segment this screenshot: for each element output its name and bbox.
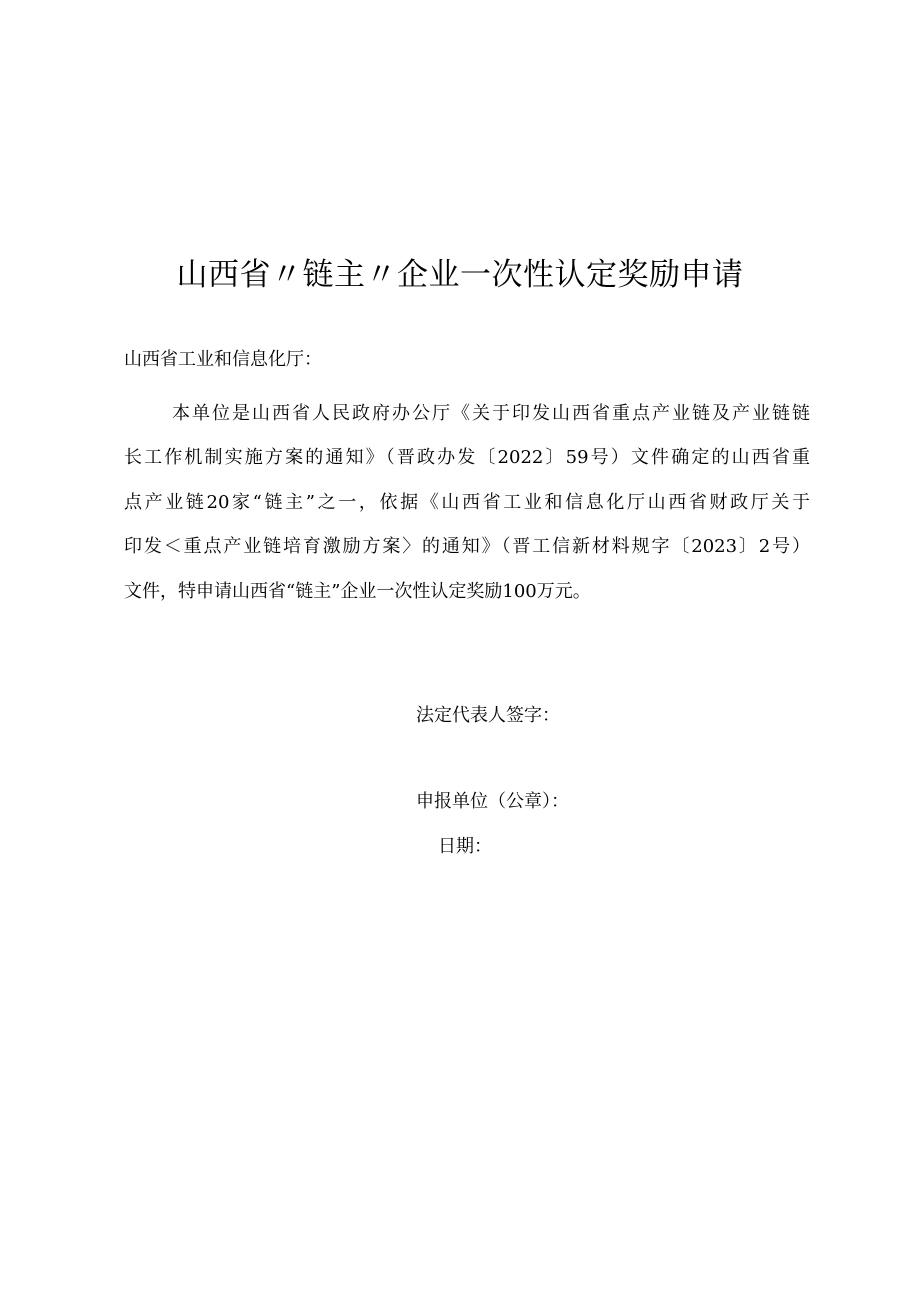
body-line: 本单位是山西省人民政府办公厅《关于印发山西省重点产业链及产业链链 bbox=[172, 403, 810, 424]
body-line: 点产业链20家“链主”之一，依据《山西省工业和信息化厅山西省财政厅关于 bbox=[124, 491, 810, 513]
body-paragraph bbox=[124, 392, 810, 614]
salutation: 山西省工业和信息化厅： bbox=[124, 349, 322, 370]
applicant-unit-seal-label: 申报单位（公章）： bbox=[416, 791, 569, 812]
body-line: 长工作机制实施方案的通知》（晋政办发〔2022〕59号）文件确定的山西省重 bbox=[124, 447, 810, 469]
representative-signature-label: 法定代表人签字： bbox=[416, 705, 560, 726]
document-title: 山西省〃链主〃企业一次性认定奖励申请 bbox=[176, 257, 744, 293]
date-label: 日期： bbox=[438, 836, 492, 857]
body-line: 印发＜重点产业链培育激励方案〉的通知》（晋工信新材料规字〔2023〕2号） bbox=[124, 536, 810, 558]
body-line: 文件，特申请山西省“链主”企业一次性认定奖励100万元。 bbox=[124, 580, 591, 602]
